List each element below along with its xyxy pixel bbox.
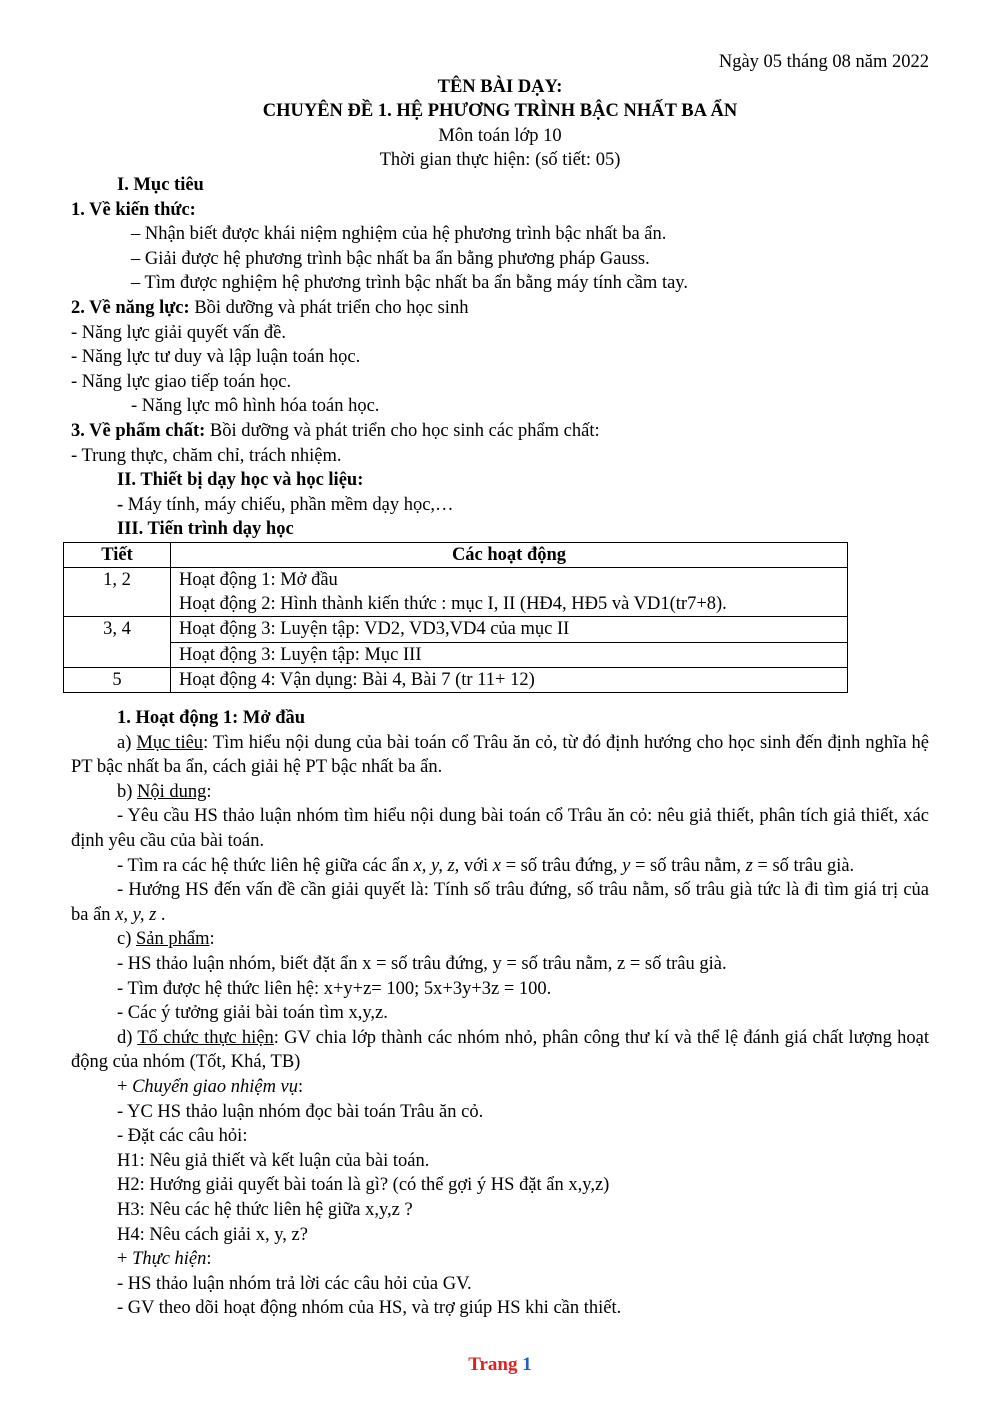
competence-item: - Năng lực mô hình hóa toán học. xyxy=(131,396,380,417)
assign-item: - Đặt các câu hỏi: xyxy=(117,1126,248,1147)
organization-label: Tổ chức thực hiện xyxy=(137,1027,274,1048)
product-item: - Các ý tưởng giải bài toán tìm x,y,z. xyxy=(117,1003,388,1024)
var-run: x, y, z xyxy=(115,904,157,925)
spacer xyxy=(71,693,929,706)
var-run: x, y, z xyxy=(413,855,455,876)
activity1-product-label xyxy=(71,927,929,952)
question-item: H1: Nêu giả thiết và kết luận của bài toán. xyxy=(117,1150,430,1171)
assign-item: - YC HS thảo luận nhóm đọc bài toán Trâu ăn cỏ. xyxy=(117,1101,484,1122)
quality-text: Bồi dưỡng và phát triển cho học sinh các phẩm chất: xyxy=(205,420,600,441)
product-item: - Tìm được hệ thức liên hệ: x+y+z= 100; 5x+3y+3z = 100. xyxy=(117,978,552,999)
table-header-row xyxy=(64,542,848,567)
question-item: H4: Nêu cách giải x, y, z? xyxy=(117,1224,308,1245)
knowledge-item: – Giải được hệ phương trình bậc nhất ba ẩn bằng phương pháp Gauss. xyxy=(131,248,650,269)
quality-heading: 3. Về phẩm chất: xyxy=(71,420,206,441)
table-row xyxy=(64,568,848,617)
activity1-heading: 1. Hoạt động 1: Mở đầu xyxy=(117,708,306,729)
text-run: , với xyxy=(454,855,493,876)
page-footer xyxy=(0,1353,1000,1378)
text-run: = số trâu nằm, xyxy=(630,855,746,876)
table-cell-activities: Hoạt động 3: Luyện tập: VD2, VD3,VD4 của mục II xyxy=(171,617,848,642)
duration-line: Thời gian thực hiện: (số tiết: 05) xyxy=(379,150,621,171)
organization-text: : GV chia lớp thành các nhóm nhỏ, phân công thư kí và thể lệ đánh giá chất lượng hoạt động của nhóm (Tốt, Khá, TB) xyxy=(71,1027,930,1073)
document-date: Ngày 05 tháng 08 năm 2022 xyxy=(718,52,929,72)
activity-line: Hoạt động 1: Mở đầu xyxy=(179,570,338,591)
text-run: - Hướng HS đến vấn đề cần giải quyết là: Tính số trâu đứng, số trâu nằm, số trâu già tức là đi tìm giá trị của ba ẩn xyxy=(71,880,929,925)
content-item xyxy=(71,854,929,879)
question-item: H3: Nêu các hệ thức liên hệ giữa x,y,z ? xyxy=(117,1199,413,1220)
colon: : xyxy=(209,929,215,950)
section-objectives-heading: I. Mục tiêu xyxy=(117,174,204,195)
table-cell-tiet: 3, 4 xyxy=(64,617,171,667)
content-item xyxy=(71,878,929,927)
item-label: b) xyxy=(117,781,138,802)
execution-item: - HS thảo luận nhóm trả lời các câu hỏi của GV. xyxy=(117,1273,472,1294)
product-label: Sản phẩm xyxy=(136,929,210,950)
equipment-dash: - xyxy=(117,494,124,515)
equipment-line xyxy=(71,493,929,518)
competence-item: - Năng lực giao tiếp toán học. xyxy=(71,371,292,392)
lesson-topic-title: CHUYÊN ĐỀ 1. HỆ PHƯƠNG TRÌNH BẬC NHẤT BA ẨN xyxy=(262,101,738,122)
competence-heading: 2. Về năng lực: xyxy=(71,297,190,318)
activity1-organization xyxy=(71,1026,929,1075)
activity1-content-label xyxy=(71,780,929,805)
table-row xyxy=(64,617,848,642)
activity-line: Hoạt động 2: Hình thành kiến thức : mục I, II (HĐ4, HĐ5 và VD1(tr7+8). xyxy=(179,594,727,615)
text-run: = số trâu già. xyxy=(752,855,855,876)
table-cell-activities: Hoạt động 3: Luyện tập: Mục III xyxy=(171,642,848,667)
activity1-objective xyxy=(71,731,929,780)
content-item: - Yêu cầu HS thảo luận nhóm tìm hiểu nội dung bài toán cổ Trâu ăn cỏ: nêu giả thiết, phân tích giả thiết, xác định yêu cầu của bài toán. xyxy=(71,806,929,852)
var-run: x xyxy=(492,855,501,876)
quality-item: - Trung thực, chăm chỉ, trách nhiệm. xyxy=(71,445,342,466)
plus-sign: + xyxy=(117,1077,133,1097)
table-header-tiet: Tiết xyxy=(64,542,171,567)
page-number: 1 xyxy=(522,1354,532,1375)
table-cell-tiet: 5 xyxy=(64,667,171,692)
assign-task-label xyxy=(71,1075,929,1100)
assign-label: Chuyển giao nhiệm vụ xyxy=(132,1077,299,1097)
competence-item: - Năng lực giải quyết vấn đề. xyxy=(71,322,286,343)
execution-item: - GV theo dõi hoạt động nhóm của HS, và trợ giúp HS khi cần thiết. xyxy=(117,1298,622,1319)
question-item: H2: Hướng giải quyết bài toán là gì? (có thể gợi ý HS đặt ẩn x,y,z) xyxy=(117,1175,610,1196)
var-run: z xyxy=(745,855,753,876)
execution-label xyxy=(71,1247,929,1272)
page-word: Trang xyxy=(468,1354,518,1375)
text-run: . xyxy=(156,904,166,925)
knowledge-item: – Tìm được nghiệm hệ phương trình bậc nhất ba ẩn bằng máy tính cầm tay. xyxy=(131,273,688,294)
competence-line xyxy=(71,296,929,321)
execution-label-text: Thực hiện xyxy=(132,1249,207,1270)
objective-label: Mục tiêu xyxy=(136,732,204,753)
colon: : xyxy=(206,1249,212,1270)
competence-item: - Năng lực tư duy và lập luận toán học. xyxy=(71,347,361,368)
subject-line: Môn toán lớp 10 xyxy=(438,125,562,146)
item-label: a) xyxy=(117,732,137,753)
table-cell-activities: Hoạt động 4: Vận dụng: Bài 4, Bài 7 (tr 11+ 12) xyxy=(171,667,848,692)
document-body xyxy=(71,50,929,1321)
colon: : xyxy=(206,781,212,802)
section-process-heading: III. Tiến trình dạy học xyxy=(117,519,294,540)
var-run: y xyxy=(622,855,631,876)
section-equipment-heading: II. Thiết bị dạy học và học liệu: xyxy=(117,470,364,491)
item-label: c) xyxy=(117,929,136,950)
colon: : xyxy=(298,1077,304,1097)
table-cell-activities xyxy=(171,568,848,617)
table-row xyxy=(64,667,848,692)
competence-text: Bồi dưỡng và phát triển cho học sinh xyxy=(189,297,469,318)
content-label: Nội dung xyxy=(137,781,207,802)
text-run: = số trâu đứng, xyxy=(500,855,623,876)
text-run: - Tìm ra các hệ thức liên hệ giữa các ẩn xyxy=(117,855,414,876)
lesson-title-label: TÊN BÀI DẠY: xyxy=(437,76,563,97)
table-cell-tiet: 1, 2 xyxy=(64,568,171,617)
product-item: - HS thảo luận nhóm, biết đặt ẩn x = số trâu đứng, y = số trâu nằm, z = số trâu già. xyxy=(117,954,727,975)
knowledge-heading: 1. Về kiến thức: xyxy=(71,199,196,220)
plus-sign: + xyxy=(117,1249,133,1270)
lesson-plan-table xyxy=(63,542,848,693)
table-row xyxy=(64,642,848,667)
equipment-text: Máy tính, máy chiếu, phần mềm dạy học,… xyxy=(123,494,454,515)
item-label: d) xyxy=(117,1027,138,1048)
quality-line xyxy=(71,419,929,444)
knowledge-item: – Nhận biết được khái niệm nghiệm của hệ phương trình bậc nhất ba ẩn. xyxy=(131,224,667,245)
objective-text: : Tìm hiểu nội dung của bài toán cổ Trâu ăn cỏ, từ đó định hướng cho học sinh đến định nghĩa hệ PT bậc nhất ba ẩn, cách giải hệ PT bậc nhất ba ẩn. xyxy=(71,732,930,778)
table-header-activities: Các hoạt động xyxy=(171,542,848,567)
